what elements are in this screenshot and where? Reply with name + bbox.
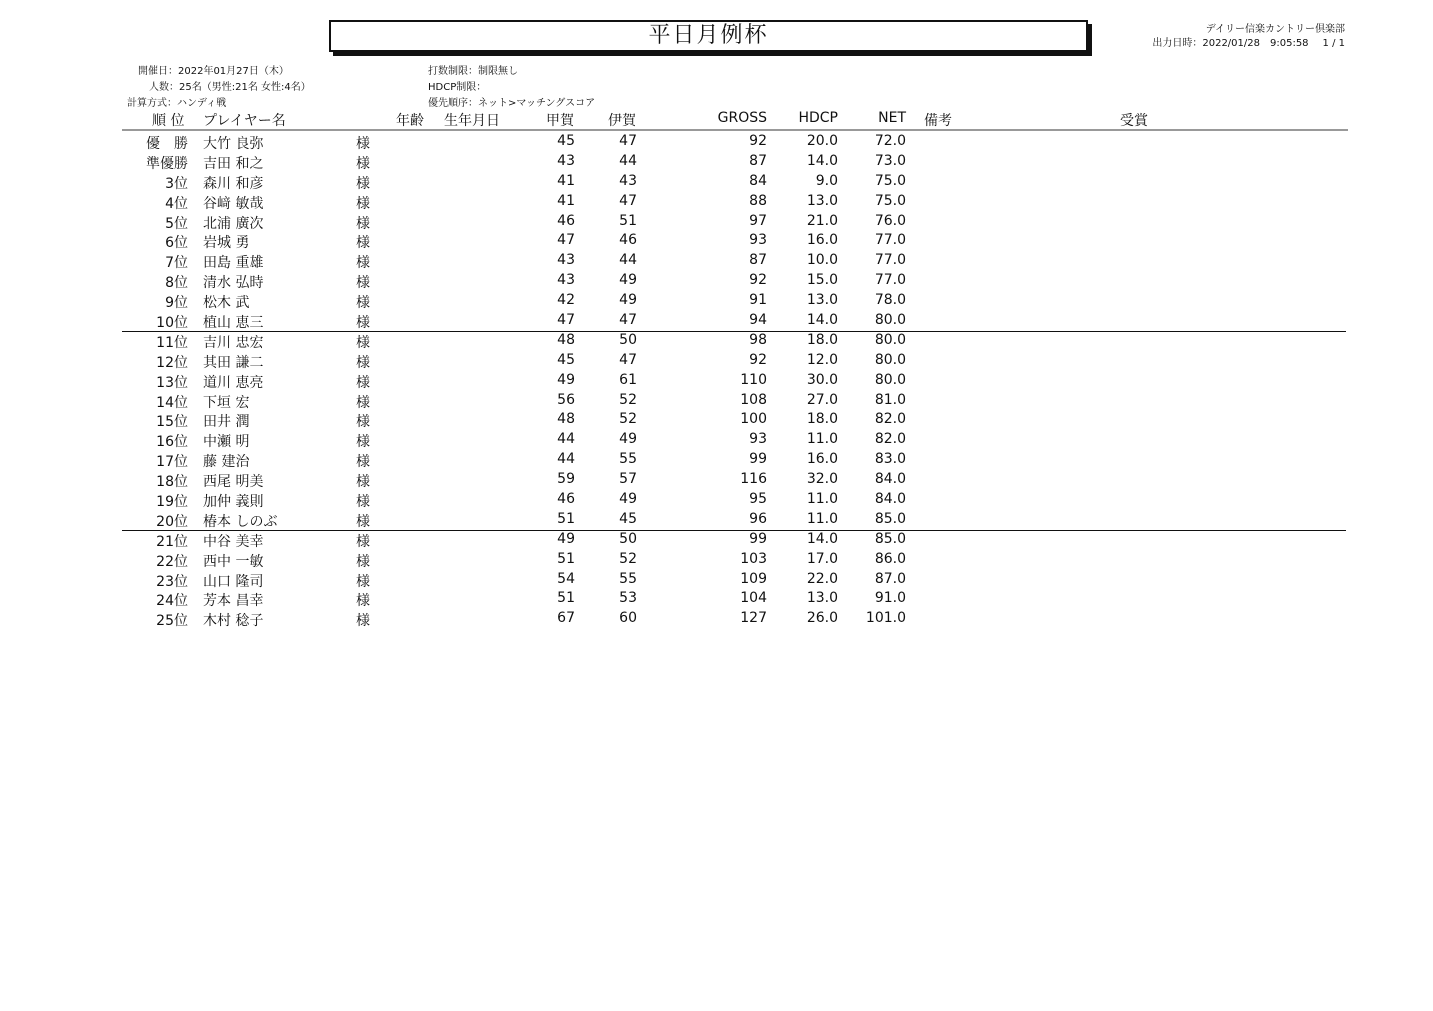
- course-a-score-cell: 48: [557, 331, 575, 348]
- hdcp-cell: 26.0: [806, 610, 838, 627]
- player-name-cell: 加仲 義則: [203, 494, 264, 511]
- honorific-cell: 様: [356, 454, 370, 471]
- course-a-score-cell: 51: [557, 510, 575, 527]
- gross-cell: 108: [740, 391, 767, 408]
- course-a-score-cell: 41: [557, 192, 575, 209]
- course-b-score-cell: 44: [619, 152, 637, 169]
- gross-cell: 99: [749, 451, 767, 468]
- net-cell: 80.0: [874, 351, 906, 368]
- net-cell: 72.0: [874, 133, 906, 149]
- honorific-cell: 様: [356, 255, 370, 272]
- honorific-cell: 様: [356, 573, 370, 590]
- gross-cell: 92: [749, 272, 767, 289]
- stroke-limit: 打数制限：制限無し: [428, 66, 518, 77]
- table-row: [0, 410, 1433, 430]
- honorific-cell: 様: [356, 235, 370, 252]
- rank-cell: 7位: [165, 255, 188, 272]
- course-b-score-cell: 44: [619, 252, 637, 269]
- gross-cell: 95: [749, 491, 767, 508]
- course-b-score-cell: 51: [619, 212, 637, 229]
- net-cell: 101.0: [865, 610, 906, 627]
- honorific-cell: 様: [356, 593, 370, 610]
- rank-cell: 11位: [156, 334, 188, 351]
- course-b-score-cell: 43: [619, 172, 637, 189]
- net-cell: 85.0: [874, 530, 906, 547]
- gross-cell: 110: [740, 371, 767, 388]
- rank-cell: 10位: [156, 315, 188, 332]
- honorific-cell: 様: [356, 414, 370, 431]
- course-a-score-cell: 45: [557, 351, 575, 368]
- rank-cell: 準優勝: [146, 155, 188, 172]
- player-name-cell: 松木 武: [203, 295, 250, 312]
- col-course-b: 伊賀: [608, 113, 636, 129]
- net-cell: 91.0: [874, 590, 906, 607]
- gross-cell: 84: [749, 172, 767, 189]
- course-a-score-cell: 45: [557, 133, 575, 149]
- honorific-cell: 様: [356, 553, 370, 570]
- course-b-score-cell: 47: [619, 192, 637, 209]
- table-row: [0, 490, 1433, 510]
- hdcp-cell: 10.0: [806, 252, 838, 269]
- net-cell: 81.0: [874, 391, 906, 408]
- course-a-score-cell: 67: [557, 610, 575, 627]
- course-a-score-cell: 54: [557, 570, 575, 587]
- rank-cell: 22位: [156, 553, 188, 570]
- course-b-score-cell: 57: [619, 471, 637, 488]
- player-name-cell: 田井 潤: [203, 414, 250, 431]
- player-name-cell: 北浦 廣次: [203, 215, 264, 232]
- col-course-a: 甲賀: [546, 113, 574, 129]
- col-award: 受賞: [1120, 113, 1148, 129]
- table-row: [0, 291, 1433, 311]
- course-a-score-cell: 44: [557, 451, 575, 468]
- course-b-score-cell: 52: [619, 411, 637, 428]
- course-b-score-cell: 61: [619, 371, 637, 388]
- gross-cell: 104: [740, 590, 767, 607]
- player-name-cell: 木村 稔子: [203, 613, 264, 630]
- honorific-cell: 様: [356, 334, 370, 351]
- player-name-cell: 大竹 良弥: [203, 136, 264, 152]
- gross-cell: 97: [749, 212, 767, 229]
- net-cell: 77.0: [874, 272, 906, 289]
- hdcp-cell: 13.0: [806, 590, 838, 607]
- col-age: 年齢: [396, 113, 424, 129]
- gross-cell: 98: [749, 331, 767, 348]
- course-b-score-cell: 53: [619, 590, 637, 607]
- table-row: [0, 589, 1433, 609]
- honorific-cell: 様: [356, 474, 370, 491]
- gross-cell: 100: [740, 411, 767, 428]
- course-a-score-cell: 48: [557, 411, 575, 428]
- course-b-score-cell: 50: [619, 530, 637, 547]
- hdcp-cell: 13.0: [806, 192, 838, 209]
- player-name-cell: 道川 恵亮: [203, 374, 264, 391]
- player-name-cell: 藤 建治: [203, 454, 250, 471]
- honorific-cell: 様: [356, 533, 370, 550]
- net-cell: 84.0: [874, 471, 906, 488]
- table-row: [0, 152, 1433, 172]
- hdcp-cell: 16.0: [806, 232, 838, 249]
- rank-cell: 4位: [165, 195, 188, 212]
- hdcp-cell: 22.0: [806, 570, 838, 587]
- header-divider: [122, 129, 1348, 131]
- net-cell: 73.0: [874, 152, 906, 169]
- player-name-cell: 西中 一敏: [203, 553, 264, 570]
- player-count: 人数：25名（男性:21名 女性:4名）: [149, 82, 311, 93]
- net-cell: 75.0: [874, 192, 906, 209]
- honorific-cell: 様: [356, 275, 370, 292]
- course-b-score-cell: 49: [619, 292, 637, 309]
- rank-cell: 15位: [156, 414, 188, 431]
- gross-cell: 103: [740, 550, 767, 567]
- priority-order: 優先順序：ネット>マッチングスコア: [428, 98, 596, 109]
- rank-cell: 5位: [165, 215, 188, 232]
- player-name-cell: 岩城 勇: [203, 235, 250, 252]
- gross-cell: 127: [740, 610, 767, 627]
- rank-cell: 20位: [156, 513, 188, 530]
- rank-cell: 9位: [165, 295, 188, 312]
- table-row: [0, 172, 1433, 192]
- honorific-cell: 様: [356, 315, 370, 332]
- group-divider: [122, 530, 1346, 531]
- hdcp-cell: 16.0: [806, 451, 838, 468]
- net-cell: 80.0: [874, 312, 906, 329]
- gross-cell: 93: [749, 431, 767, 448]
- course-a-score-cell: 59: [557, 471, 575, 488]
- gross-cell: 92: [749, 351, 767, 368]
- col-player: プレイヤー名: [203, 113, 286, 129]
- hdcp-limit: HDCP制限：: [428, 82, 487, 93]
- col-gross: GROSS: [717, 110, 767, 126]
- rank-cell: 24位: [156, 593, 188, 610]
- rank-cell: 19位: [156, 494, 188, 511]
- hdcp-cell: 30.0: [806, 371, 838, 388]
- course-a-score-cell: 49: [557, 530, 575, 547]
- calc-method: 計算方式：ハンディ戦: [127, 98, 227, 109]
- gross-cell: 99: [749, 530, 767, 547]
- course-b-score-cell: 45: [619, 510, 637, 527]
- course-b-score-cell: 55: [619, 451, 637, 468]
- table-row: [0, 351, 1433, 371]
- honorific-cell: 様: [356, 613, 370, 630]
- honorific-cell: 様: [356, 354, 370, 371]
- course-b-score-cell: 50: [619, 331, 637, 348]
- rank-cell: 21位: [156, 533, 188, 550]
- hdcp-cell: 15.0: [806, 272, 838, 289]
- rank-cell: 25位: [156, 613, 188, 630]
- honorific-cell: 様: [356, 394, 370, 411]
- gross-cell: 87: [749, 252, 767, 269]
- player-name-cell: 下垣 宏: [203, 394, 250, 411]
- player-name-cell: 芳本 昌幸: [203, 593, 264, 610]
- rank-cell: 3位: [165, 175, 188, 192]
- table-row: [0, 510, 1433, 530]
- player-name-cell: 吉田 和之: [203, 155, 264, 172]
- net-cell: 78.0: [874, 292, 906, 309]
- club-name: デイリー信楽カントリー倶楽部: [1205, 24, 1345, 35]
- net-cell: 75.0: [874, 172, 906, 189]
- course-b-score-cell: 55: [619, 570, 637, 587]
- course-b-score-cell: 46: [619, 232, 637, 249]
- player-name-cell: 清水 弘時: [203, 275, 264, 292]
- honorific-cell: 様: [356, 215, 370, 232]
- net-cell: 82.0: [874, 411, 906, 428]
- col-rank: 順 位: [152, 113, 185, 129]
- rank-cell: 14位: [156, 394, 188, 411]
- table-row: [0, 192, 1433, 212]
- course-a-score-cell: 56: [557, 391, 575, 408]
- table-row: [0, 331, 1433, 351]
- event-date: 開催日：2022年01月27日（木）: [138, 66, 289, 77]
- net-cell: 84.0: [874, 491, 906, 508]
- gross-cell: 96: [749, 510, 767, 527]
- gross-cell: 92: [749, 133, 767, 149]
- honorific-cell: 様: [356, 513, 370, 530]
- honorific-cell: 様: [356, 155, 370, 172]
- table-row: [0, 311, 1433, 331]
- hdcp-cell: 27.0: [806, 391, 838, 408]
- honorific-cell: 様: [356, 434, 370, 451]
- course-b-score-cell: 52: [619, 550, 637, 567]
- honorific-cell: 様: [356, 195, 370, 212]
- player-name-cell: 谷﨑 敏哉: [203, 195, 264, 212]
- table-row: [0, 470, 1433, 490]
- hdcp-cell: 17.0: [806, 550, 838, 567]
- rank-cell: 16位: [156, 434, 188, 451]
- hdcp-cell: 18.0: [806, 331, 838, 348]
- honorific-cell: 様: [356, 494, 370, 511]
- player-name-cell: 西尾 明美: [203, 474, 264, 491]
- hdcp-cell: 11.0: [806, 491, 838, 508]
- rank-cell: 6位: [165, 235, 188, 252]
- page-title: 平日月例杯: [329, 20, 1088, 52]
- course-b-score-cell: 49: [619, 272, 637, 289]
- table-row: [0, 132, 1433, 152]
- honorific-cell: 様: [356, 136, 370, 152]
- course-b-score-cell: 49: [619, 491, 637, 508]
- net-cell: 85.0: [874, 510, 906, 527]
- course-b-score-cell: 60: [619, 610, 637, 627]
- rank-cell: 18位: [156, 474, 188, 491]
- course-a-score-cell: 47: [557, 232, 575, 249]
- printed-info: [1152, 34, 1345, 49]
- rank-cell: 17位: [156, 454, 188, 471]
- net-cell: 82.0: [874, 431, 906, 448]
- net-cell: 87.0: [874, 570, 906, 587]
- honorific-cell: 様: [356, 175, 370, 192]
- col-hdcp: HDCP: [798, 110, 838, 126]
- course-b-score-cell: 47: [619, 312, 637, 329]
- hdcp-cell: 14.0: [806, 312, 838, 329]
- course-a-score-cell: 46: [557, 212, 575, 229]
- net-cell: 77.0: [874, 252, 906, 269]
- rank-cell: 8位: [165, 275, 188, 292]
- course-a-score-cell: 43: [557, 152, 575, 169]
- col-net: NET: [878, 110, 906, 126]
- rank-cell: 12位: [156, 354, 188, 371]
- table-row: [0, 271, 1433, 291]
- gross-cell: 88: [749, 192, 767, 209]
- col-remarks: 備考: [924, 113, 952, 129]
- table-row: [0, 430, 1433, 450]
- col-birthdate: 生年月日: [444, 113, 500, 129]
- player-name-cell: 中谷 美幸: [203, 533, 264, 550]
- table-row: [0, 570, 1433, 590]
- table-row: [0, 212, 1433, 232]
- table-row: [0, 450, 1433, 470]
- hdcp-cell: 18.0: [806, 411, 838, 428]
- gross-cell: 87: [749, 152, 767, 169]
- course-a-score-cell: 42: [557, 292, 575, 309]
- hdcp-cell: 14.0: [806, 152, 838, 169]
- net-cell: 80.0: [874, 371, 906, 388]
- player-name-cell: 其田 謙二: [203, 354, 264, 371]
- course-a-score-cell: 43: [557, 272, 575, 289]
- hdcp-cell: 21.0: [806, 212, 838, 229]
- hdcp-cell: 20.0: [806, 133, 838, 149]
- course-b-score-cell: 49: [619, 431, 637, 448]
- net-cell: 77.0: [874, 232, 906, 249]
- group-divider: [122, 331, 1346, 332]
- gross-cell: 94: [749, 312, 767, 329]
- course-a-score-cell: 44: [557, 431, 575, 448]
- course-a-score-cell: 46: [557, 491, 575, 508]
- net-cell: 76.0: [874, 212, 906, 229]
- player-name-cell: 吉川 忠宏: [203, 334, 264, 351]
- course-b-score-cell: 47: [619, 133, 637, 149]
- page-number: 1 / 1: [1322, 38, 1345, 49]
- hdcp-cell: 14.0: [806, 530, 838, 547]
- rank-cell: 23位: [156, 573, 188, 590]
- course-a-score-cell: 51: [557, 590, 575, 607]
- printed-datetime: 出力日時：2022/01/28 9:05:58: [1152, 38, 1309, 49]
- net-cell: 86.0: [874, 550, 906, 567]
- course-a-score-cell: 47: [557, 312, 575, 329]
- net-cell: 83.0: [874, 451, 906, 468]
- table-row: [0, 391, 1433, 411]
- course-a-score-cell: 43: [557, 252, 575, 269]
- hdcp-cell: 13.0: [806, 292, 838, 309]
- hdcp-cell: 12.0: [806, 351, 838, 368]
- player-name-cell: 椿本 しのぶ: [203, 513, 278, 530]
- table-row: [0, 231, 1433, 251]
- course-a-score-cell: 51: [557, 550, 575, 567]
- player-name-cell: 田島 重雄: [203, 255, 264, 272]
- table-row: [0, 530, 1433, 550]
- hdcp-cell: 11.0: [806, 431, 838, 448]
- gross-cell: 91: [749, 292, 767, 309]
- course-a-score-cell: 41: [557, 172, 575, 189]
- course-b-score-cell: 47: [619, 351, 637, 368]
- table-row: [0, 609, 1433, 629]
- hdcp-cell: 11.0: [806, 510, 838, 527]
- honorific-cell: 様: [356, 374, 370, 391]
- rank-cell: 13位: [156, 374, 188, 391]
- player-name-cell: 山口 隆司: [203, 573, 264, 590]
- table-row: [0, 371, 1433, 391]
- player-name-cell: 植山 恵三: [203, 315, 264, 332]
- gross-cell: 116: [740, 471, 767, 488]
- rank-cell: 優勝: [146, 136, 202, 152]
- results-table: [0, 132, 1433, 629]
- gross-cell: 93: [749, 232, 767, 249]
- net-cell: 80.0: [874, 331, 906, 348]
- hdcp-cell: 9.0: [815, 172, 838, 189]
- player-name-cell: 森川 和彦: [203, 175, 264, 192]
- course-b-score-cell: 52: [619, 391, 637, 408]
- gross-cell: 109: [740, 570, 767, 587]
- table-row: [0, 251, 1433, 271]
- hdcp-cell: 32.0: [806, 471, 838, 488]
- honorific-cell: 様: [356, 295, 370, 312]
- course-a-score-cell: 49: [557, 371, 575, 388]
- player-name-cell: 中瀬 明: [203, 434, 250, 451]
- table-row: [0, 550, 1433, 570]
